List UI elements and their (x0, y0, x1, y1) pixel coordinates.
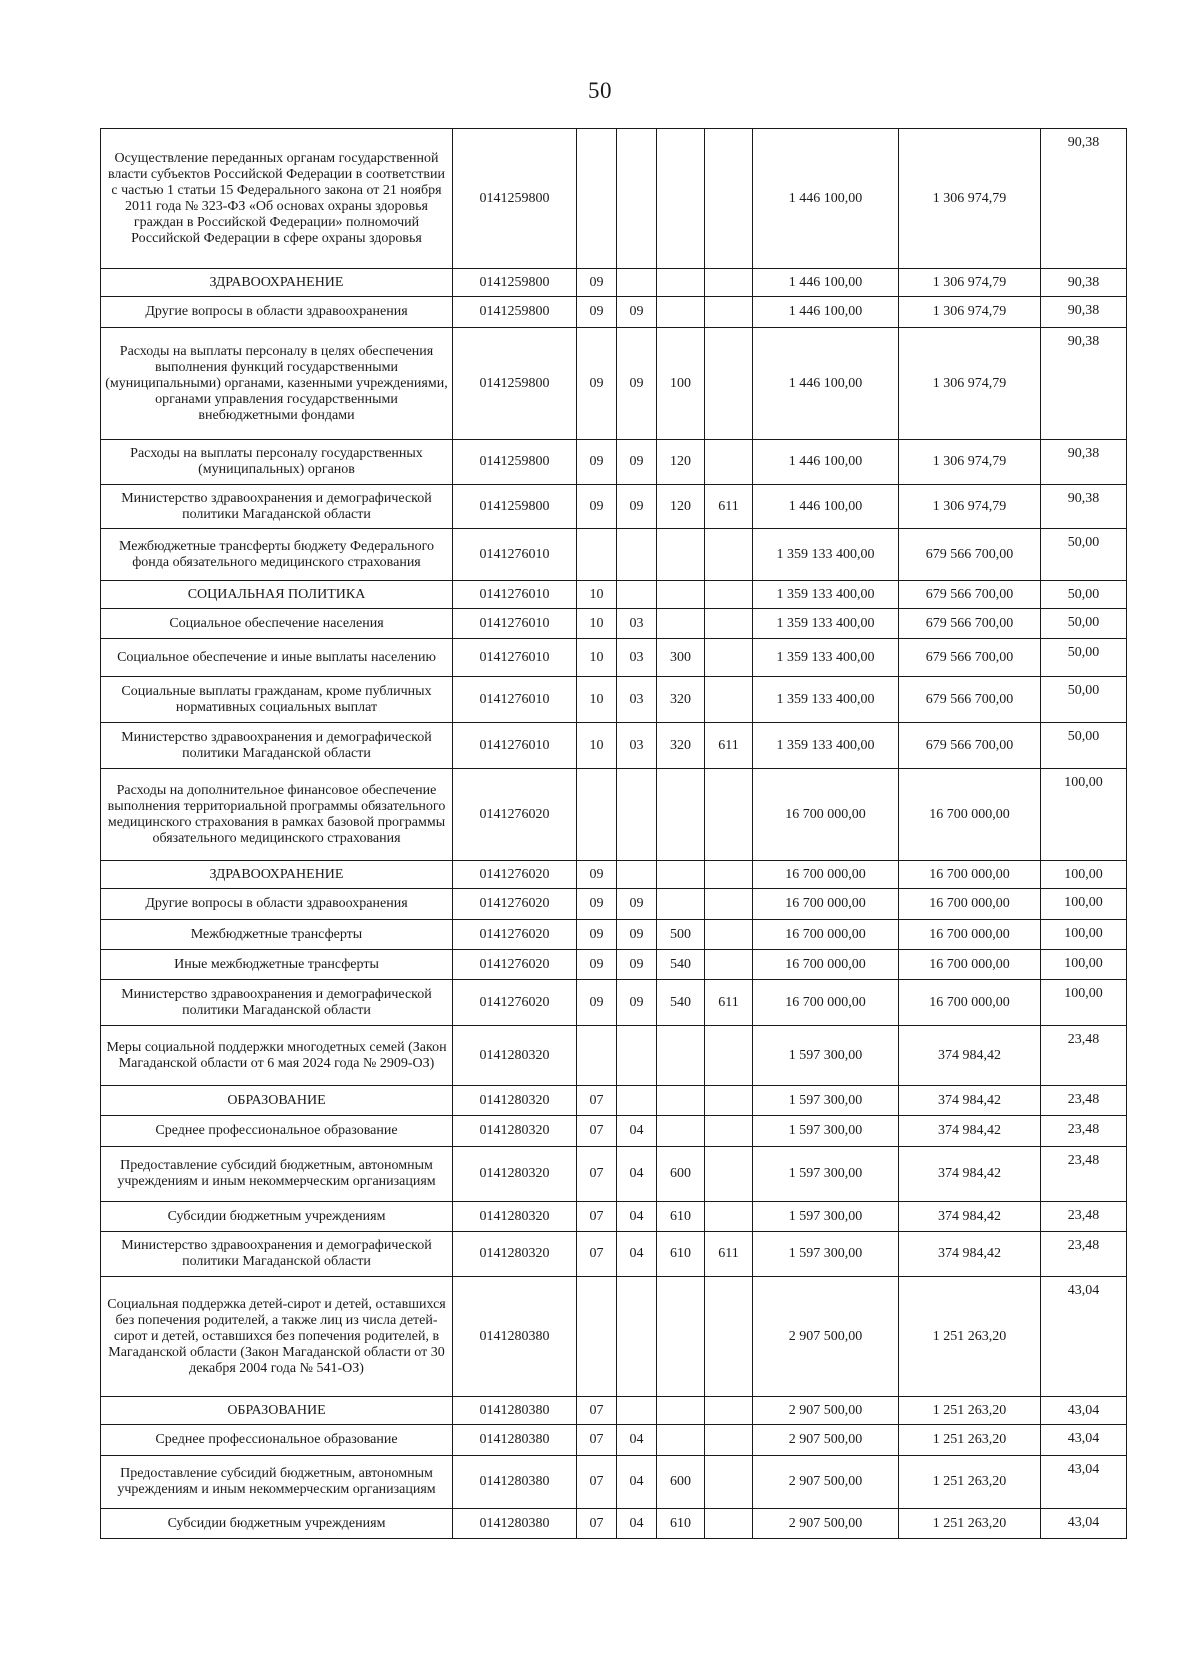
planned-amount-cell: 1 597 300,00 (753, 1026, 899, 1086)
execution-percent-cell: 43,04 (1041, 1277, 1127, 1397)
planned-amount-cell: 1 446 100,00 (753, 297, 899, 328)
table-row (101, 1397, 1127, 1425)
administrator-code-cell (705, 1277, 753, 1397)
target-code-cell: 0141276020 (453, 980, 577, 1026)
subsection-cell: 09 (617, 328, 657, 440)
administrator-code-cell (705, 920, 753, 950)
executed-amount-cell: 16 700 000,00 (899, 950, 1041, 980)
table-row (101, 1086, 1127, 1116)
section-cell: 07 (577, 1116, 617, 1147)
row-name-cell: Другие вопросы в области здравоохранения (101, 889, 453, 920)
row-name-cell: Социальное обеспечение населения (101, 609, 453, 639)
planned-amount-cell: 1 597 300,00 (753, 1147, 899, 1202)
executed-amount-cell: 679 566 700,00 (899, 609, 1041, 639)
row-name-cell: Социальная поддержка детей-сирот и детей, оставшихся без попечения родителей, а также лиц из числа детей-сирот и детей, оставшихся без попечения родителей, в Магаданской области (Закон Магаданской области от 30 декабря 2004 года № 541-ОЗ) (101, 1277, 453, 1397)
planned-amount-cell: 1 446 100,00 (753, 129, 899, 269)
table-row (101, 440, 1127, 485)
executed-amount-cell: 16 700 000,00 (899, 980, 1041, 1026)
administrator-code-cell (705, 609, 753, 639)
planned-amount-cell: 16 700 000,00 (753, 861, 899, 889)
subsection-cell: 04 (617, 1202, 657, 1232)
target-code-cell: 0141280320 (453, 1086, 577, 1116)
executed-amount-cell: 374 984,42 (899, 1202, 1041, 1232)
subsection-cell: 09 (617, 485, 657, 529)
section-cell: 09 (577, 920, 617, 950)
subsection-cell: 03 (617, 639, 657, 677)
section-cell: 10 (577, 581, 617, 609)
row-name-cell: Другие вопросы в области здравоохранения (101, 297, 453, 328)
subsection-cell: 04 (617, 1509, 657, 1539)
subsection-cell: 09 (617, 920, 657, 950)
subsection-cell: 09 (617, 440, 657, 485)
administrator-code-cell (705, 769, 753, 861)
table-row (101, 861, 1127, 889)
executed-amount-cell: 16 700 000,00 (899, 920, 1041, 950)
section-cell: 07 (577, 1232, 617, 1277)
table-row (101, 1116, 1127, 1147)
administrator-code-cell: 611 (705, 723, 753, 769)
table-row (101, 129, 1127, 269)
section-cell (577, 129, 617, 269)
table-row (101, 297, 1127, 328)
table-row (101, 1425, 1127, 1456)
table-row (101, 485, 1127, 529)
table-row (101, 889, 1127, 920)
row-name-cell: Министерство здравоохранения и демографической политики Магаданской области (101, 980, 453, 1026)
planned-amount-cell: 16 700 000,00 (753, 980, 899, 1026)
target-code-cell: 0141276010 (453, 723, 577, 769)
expense-type-cell: 610 (657, 1509, 705, 1539)
table-row (101, 920, 1127, 950)
administrator-code-cell (705, 1397, 753, 1425)
administrator-code-cell (705, 129, 753, 269)
execution-percent-cell: 90,38 (1041, 485, 1127, 529)
section-cell: 07 (577, 1456, 617, 1509)
target-code-cell: 0141276020 (453, 950, 577, 980)
executed-amount-cell: 374 984,42 (899, 1026, 1041, 1086)
table-row (101, 1277, 1127, 1397)
execution-percent-cell: 100,00 (1041, 980, 1127, 1026)
administrator-code-cell: 611 (705, 980, 753, 1026)
table-row (101, 1202, 1127, 1232)
planned-amount-cell: 2 907 500,00 (753, 1456, 899, 1509)
row-name-cell: Осуществление переданных органам государственной власти субъектов Российской Федерации в соответствии с частью 1 статьи 15 Федерального закона от 21 ноября 2011 года № 323-ФЗ «Об основах охраны здоровья граждан в Российской Федерации» полномочий Российской Федерации в сфере охраны здоровья (101, 129, 453, 269)
planned-amount-cell: 1 446 100,00 (753, 269, 899, 297)
administrator-code-cell (705, 1509, 753, 1539)
expense-type-cell (657, 129, 705, 269)
subsection-cell: 09 (617, 980, 657, 1026)
executed-amount-cell: 679 566 700,00 (899, 581, 1041, 609)
section-cell: 09 (577, 297, 617, 328)
executed-amount-cell: 1 306 974,79 (899, 129, 1041, 269)
administrator-code-cell (705, 529, 753, 581)
target-code-cell: 0141276020 (453, 861, 577, 889)
section-cell: 10 (577, 723, 617, 769)
execution-percent-cell: 90,38 (1041, 328, 1127, 440)
execution-percent-cell: 90,38 (1041, 129, 1127, 269)
planned-amount-cell: 16 700 000,00 (753, 889, 899, 920)
expense-type-cell (657, 297, 705, 328)
section-cell: 09 (577, 980, 617, 1026)
expense-type-cell (657, 1277, 705, 1397)
target-code-cell: 0141259800 (453, 269, 577, 297)
planned-amount-cell: 2 907 500,00 (753, 1277, 899, 1397)
execution-percent-cell: 50,00 (1041, 581, 1127, 609)
target-code-cell: 0141280320 (453, 1147, 577, 1202)
table-row (101, 609, 1127, 639)
section-cell: 07 (577, 1397, 617, 1425)
planned-amount-cell: 1 359 133 400,00 (753, 639, 899, 677)
administrator-code-cell (705, 639, 753, 677)
administrator-code-cell (705, 269, 753, 297)
table-row (101, 1456, 1127, 1509)
subsection-cell (617, 1086, 657, 1116)
row-name-cell: Среднее профессиональное образование (101, 1425, 453, 1456)
administrator-code-cell (705, 889, 753, 920)
section-cell: 10 (577, 677, 617, 723)
administrator-code-cell: 611 (705, 1232, 753, 1277)
administrator-code-cell (705, 1425, 753, 1456)
planned-amount-cell: 16 700 000,00 (753, 769, 899, 861)
planned-amount-cell: 1 446 100,00 (753, 328, 899, 440)
section-cell (577, 769, 617, 861)
target-code-cell: 0141280320 (453, 1026, 577, 1086)
table-row (101, 980, 1127, 1026)
planned-amount-cell: 2 907 500,00 (753, 1425, 899, 1456)
subsection-cell (617, 861, 657, 889)
table-row (101, 769, 1127, 861)
target-code-cell: 0141280380 (453, 1456, 577, 1509)
target-code-cell: 0141280320 (453, 1116, 577, 1147)
execution-percent-cell: 23,48 (1041, 1026, 1127, 1086)
row-name-cell: Субсидии бюджетным учреждениям (101, 1202, 453, 1232)
expense-type-cell (657, 529, 705, 581)
planned-amount-cell: 1 359 133 400,00 (753, 529, 899, 581)
table-row (101, 328, 1127, 440)
subsection-cell: 04 (617, 1116, 657, 1147)
executed-amount-cell: 1 306 974,79 (899, 485, 1041, 529)
executed-amount-cell: 16 700 000,00 (899, 861, 1041, 889)
expense-type-cell: 540 (657, 950, 705, 980)
execution-percent-cell: 43,04 (1041, 1397, 1127, 1425)
administrator-code-cell (705, 950, 753, 980)
table-row (101, 1509, 1127, 1539)
executed-amount-cell: 1 306 974,79 (899, 297, 1041, 328)
section-cell: 07 (577, 1147, 617, 1202)
row-name-cell: Министерство здравоохранения и демографической политики Магаданской области (101, 723, 453, 769)
target-code-cell: 0141280380 (453, 1509, 577, 1539)
executed-amount-cell: 679 566 700,00 (899, 529, 1041, 581)
target-code-cell: 0141276010 (453, 529, 577, 581)
subsection-cell (617, 269, 657, 297)
expense-type-cell: 600 (657, 1147, 705, 1202)
administrator-code-cell (705, 1456, 753, 1509)
planned-amount-cell: 1 359 133 400,00 (753, 609, 899, 639)
execution-percent-cell: 100,00 (1041, 889, 1127, 920)
row-name-cell: Расходы на выплаты персоналу в целях обеспечения выполнения функций государственными (муниципальными) органами, казенными учреждениями, органами управления государственными внебюджетными фондами (101, 328, 453, 440)
expense-type-cell (657, 1397, 705, 1425)
planned-amount-cell: 1 597 300,00 (753, 1116, 899, 1147)
expense-type-cell: 120 (657, 485, 705, 529)
execution-percent-cell: 100,00 (1041, 950, 1127, 980)
executed-amount-cell: 1 251 263,20 (899, 1277, 1041, 1397)
administrator-code-cell (705, 1202, 753, 1232)
executed-amount-cell: 374 984,42 (899, 1116, 1041, 1147)
expense-type-cell: 610 (657, 1202, 705, 1232)
table-row (101, 950, 1127, 980)
administrator-code-cell (705, 581, 753, 609)
table-row (101, 581, 1127, 609)
expense-type-cell: 100 (657, 328, 705, 440)
row-name-cell: Межбюджетные трансферты бюджету Федерального фонда обязательного медицинского страхования (101, 529, 453, 581)
table-row (101, 269, 1127, 297)
target-code-cell: 0141276010 (453, 677, 577, 723)
executed-amount-cell: 679 566 700,00 (899, 677, 1041, 723)
section-cell: 09 (577, 889, 617, 920)
subsection-cell (617, 581, 657, 609)
subsection-cell (617, 1277, 657, 1397)
execution-percent-cell: 100,00 (1041, 861, 1127, 889)
section-cell: 10 (577, 639, 617, 677)
subsection-cell: 04 (617, 1456, 657, 1509)
target-code-cell: 0141280380 (453, 1425, 577, 1456)
row-name-cell: Предоставление субсидий бюджетным, автономным учреждениям и иным некоммерческим организациям (101, 1147, 453, 1202)
planned-amount-cell: 16 700 000,00 (753, 950, 899, 980)
section-cell: 07 (577, 1202, 617, 1232)
execution-percent-cell: 50,00 (1041, 529, 1127, 581)
subsection-cell: 04 (617, 1147, 657, 1202)
planned-amount-cell: 1 359 133 400,00 (753, 581, 899, 609)
planned-amount-cell: 1 597 300,00 (753, 1202, 899, 1232)
table-row (101, 723, 1127, 769)
executed-amount-cell: 16 700 000,00 (899, 889, 1041, 920)
subsection-cell: 03 (617, 677, 657, 723)
row-name-cell: Социальное обеспечение и иные выплаты населению (101, 639, 453, 677)
executed-amount-cell: 1 306 974,79 (899, 440, 1041, 485)
subsection-cell: 03 (617, 723, 657, 769)
table-row (101, 1232, 1127, 1277)
expense-type-cell (657, 581, 705, 609)
target-code-cell: 0141259800 (453, 328, 577, 440)
administrator-code-cell (705, 1086, 753, 1116)
row-name-cell: ЗДРАВООХРАНЕНИЕ (101, 269, 453, 297)
section-cell: 07 (577, 1086, 617, 1116)
execution-percent-cell: 23,48 (1041, 1086, 1127, 1116)
executed-amount-cell: 374 984,42 (899, 1086, 1041, 1116)
execution-percent-cell: 100,00 (1041, 769, 1127, 861)
execution-percent-cell: 43,04 (1041, 1509, 1127, 1539)
target-code-cell: 0141276010 (453, 609, 577, 639)
row-name-cell: Расходы на дополнительное финансовое обеспечение выполнения территориальной программы обязательного медицинского страхования в рамках базовой программы обязательного медицинского страхования (101, 769, 453, 861)
section-cell (577, 1026, 617, 1086)
page-number: 50 (588, 78, 612, 103)
subsection-cell (617, 129, 657, 269)
table-body (101, 129, 1127, 1539)
expense-type-cell: 320 (657, 723, 705, 769)
row-name-cell: ЗДРАВООХРАНЕНИЕ (101, 861, 453, 889)
expense-type-cell (657, 1086, 705, 1116)
row-name-cell: Иные межбюджетные трансферты (101, 950, 453, 980)
subsection-cell (617, 1026, 657, 1086)
row-name-cell: Субсидии бюджетным учреждениям (101, 1509, 453, 1539)
table-row (101, 639, 1127, 677)
subsection-cell (617, 1397, 657, 1425)
execution-percent-cell: 23,48 (1041, 1147, 1127, 1202)
subsection-cell: 09 (617, 889, 657, 920)
administrator-code-cell (705, 1026, 753, 1086)
execution-percent-cell: 23,48 (1041, 1232, 1127, 1277)
execution-percent-cell: 23,48 (1041, 1202, 1127, 1232)
execution-percent-cell: 50,00 (1041, 609, 1127, 639)
table-row (101, 1026, 1127, 1086)
table-row (101, 677, 1127, 723)
planned-amount-cell: 1 597 300,00 (753, 1232, 899, 1277)
section-cell: 09 (577, 328, 617, 440)
execution-percent-cell: 50,00 (1041, 723, 1127, 769)
planned-amount-cell: 16 700 000,00 (753, 920, 899, 950)
section-cell (577, 529, 617, 581)
planned-amount-cell: 2 907 500,00 (753, 1509, 899, 1539)
section-cell: 09 (577, 269, 617, 297)
expense-type-cell (657, 1026, 705, 1086)
row-name-cell: Расходы на выплаты персоналу государственных (муниципальных) органов (101, 440, 453, 485)
target-code-cell: 0141276020 (453, 920, 577, 950)
executed-amount-cell: 1 251 263,20 (899, 1397, 1041, 1425)
target-code-cell: 0141280380 (453, 1397, 577, 1425)
target-code-cell: 0141276020 (453, 769, 577, 861)
budget-execution-table (100, 128, 1127, 1539)
target-code-cell: 0141276020 (453, 889, 577, 920)
target-code-cell: 0141276010 (453, 639, 577, 677)
administrator-code-cell (705, 440, 753, 485)
planned-amount-cell: 1 446 100,00 (753, 485, 899, 529)
execution-percent-cell: 90,38 (1041, 440, 1127, 485)
target-code-cell: 0141276010 (453, 581, 577, 609)
target-code-cell: 0141259800 (453, 485, 577, 529)
target-code-cell: 0141280320 (453, 1232, 577, 1277)
planned-amount-cell: 1 359 133 400,00 (753, 723, 899, 769)
planned-amount-cell: 1 446 100,00 (753, 440, 899, 485)
subsection-cell: 09 (617, 950, 657, 980)
section-cell (577, 1277, 617, 1397)
executed-amount-cell: 1 251 263,20 (899, 1509, 1041, 1539)
expense-type-cell (657, 1425, 705, 1456)
section-cell: 07 (577, 1425, 617, 1456)
executed-amount-cell: 1 306 974,79 (899, 328, 1041, 440)
expense-type-cell (657, 861, 705, 889)
expense-type-cell (657, 889, 705, 920)
subsection-cell: 04 (617, 1425, 657, 1456)
executed-amount-cell: 1 251 263,20 (899, 1425, 1041, 1456)
row-name-cell: Министерство здравоохранения и демографической политики Магаданской области (101, 1232, 453, 1277)
row-name-cell: Предоставление субсидий бюджетным, автономным учреждениям и иным некоммерческим организациям (101, 1456, 453, 1509)
section-cell: 09 (577, 485, 617, 529)
target-code-cell: 0141259800 (453, 129, 577, 269)
row-name-cell: Меры социальной поддержки многодетных семей (Закон Магаданской области от 6 мая 2024 года № 2909-ОЗ) (101, 1026, 453, 1086)
expense-type-cell (657, 769, 705, 861)
executed-amount-cell: 16 700 000,00 (899, 769, 1041, 861)
row-name-cell: Социальные выплаты гражданам, кроме публичных нормативных социальных выплат (101, 677, 453, 723)
table-row (101, 529, 1127, 581)
planned-amount-cell: 2 907 500,00 (753, 1397, 899, 1425)
row-name-cell: СОЦИАЛЬНАЯ ПОЛИТИКА (101, 581, 453, 609)
subsection-cell: 03 (617, 609, 657, 639)
target-code-cell: 0141259800 (453, 440, 577, 485)
table-row (101, 1147, 1127, 1202)
row-name-cell: ОБРАЗОВАНИЕ (101, 1086, 453, 1116)
section-cell: 07 (577, 1509, 617, 1539)
execution-percent-cell: 50,00 (1041, 677, 1127, 723)
execution-percent-cell: 50,00 (1041, 639, 1127, 677)
planned-amount-cell: 1 359 133 400,00 (753, 677, 899, 723)
administrator-code-cell (705, 328, 753, 440)
expense-type-cell (657, 609, 705, 639)
executed-amount-cell: 374 984,42 (899, 1147, 1041, 1202)
expense-type-cell (657, 269, 705, 297)
expense-type-cell: 540 (657, 980, 705, 1026)
row-name-cell: ОБРАЗОВАНИЕ (101, 1397, 453, 1425)
execution-percent-cell: 43,04 (1041, 1456, 1127, 1509)
executed-amount-cell: 374 984,42 (899, 1232, 1041, 1277)
execution-percent-cell: 90,38 (1041, 269, 1127, 297)
row-name-cell: Среднее профессиональное образование (101, 1116, 453, 1147)
executed-amount-cell: 1 306 974,79 (899, 269, 1041, 297)
section-cell: 09 (577, 440, 617, 485)
administrator-code-cell (705, 1116, 753, 1147)
target-code-cell: 0141280320 (453, 1202, 577, 1232)
expense-type-cell: 120 (657, 440, 705, 485)
target-code-cell: 0141280380 (453, 1277, 577, 1397)
administrator-code-cell (705, 861, 753, 889)
section-cell: 09 (577, 861, 617, 889)
administrator-code-cell (705, 297, 753, 328)
section-cell: 09 (577, 950, 617, 980)
subsection-cell (617, 769, 657, 861)
expense-type-cell (657, 1116, 705, 1147)
row-name-cell: Министерство здравоохранения и демографической политики Магаданской области (101, 485, 453, 529)
administrator-code-cell (705, 677, 753, 723)
execution-percent-cell: 90,38 (1041, 297, 1127, 328)
subsection-cell (617, 529, 657, 581)
subsection-cell: 04 (617, 1232, 657, 1277)
execution-percent-cell: 100,00 (1041, 920, 1127, 950)
administrator-code-cell (705, 1147, 753, 1202)
expense-type-cell: 300 (657, 639, 705, 677)
executed-amount-cell: 1 251 263,20 (899, 1456, 1041, 1509)
executed-amount-cell: 679 566 700,00 (899, 723, 1041, 769)
expense-type-cell: 610 (657, 1232, 705, 1277)
executed-amount-cell: 679 566 700,00 (899, 639, 1041, 677)
expense-type-cell: 320 (657, 677, 705, 723)
execution-percent-cell: 23,48 (1041, 1116, 1127, 1147)
expense-type-cell: 600 (657, 1456, 705, 1509)
expense-type-cell: 500 (657, 920, 705, 950)
administrator-code-cell: 611 (705, 485, 753, 529)
planned-amount-cell: 1 597 300,00 (753, 1086, 899, 1116)
execution-percent-cell: 43,04 (1041, 1425, 1127, 1456)
section-cell: 10 (577, 609, 617, 639)
target-code-cell: 0141259800 (453, 297, 577, 328)
subsection-cell: 09 (617, 297, 657, 328)
row-name-cell: Межбюджетные трансферты (101, 920, 453, 950)
